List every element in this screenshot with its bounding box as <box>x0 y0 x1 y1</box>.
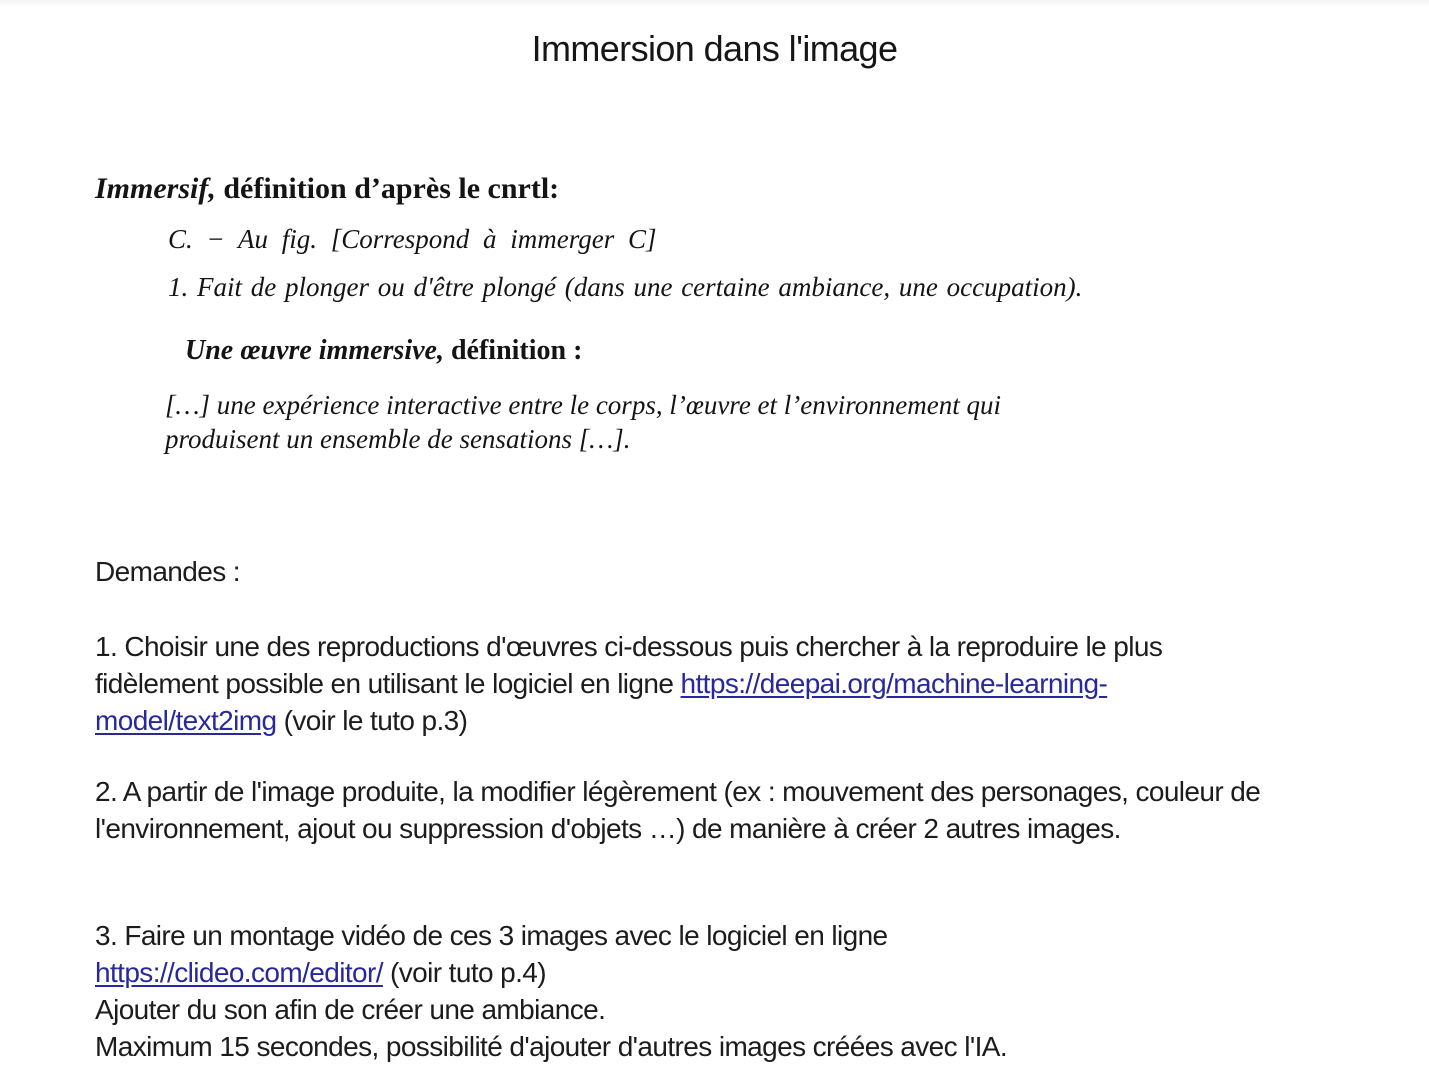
definition-heading-rest: définition d’après le cnrtl: <box>215 172 560 205</box>
definition-quote <box>165 388 1175 456</box>
definition-heading-term: Immersif, <box>95 172 216 205</box>
task-3-line-2 <box>95 954 1305 991</box>
task-item-3 <box>95 917 1305 1065</box>
definition-line-c: C. − Au fig. [Correspond à immerger C] <box>168 224 657 254</box>
definition-subheading-rest: définition : <box>443 335 583 366</box>
deepai-link[interactable]: https://deepai.org/machine-learning-model/text2img <box>95 668 1108 736</box>
task-3-link-after: (voir tuto p.4) <box>382 957 547 988</box>
definition-subheading-term: Une œuvre immersive, <box>185 335 444 366</box>
clideo-link[interactable]: https://clideo.com/editor/ <box>95 957 383 988</box>
definition-subheading <box>185 335 582 367</box>
definition-heading <box>95 172 559 206</box>
task-item-1 <box>95 628 1265 739</box>
task-item-2: 2. A partir de l'image produite, la modifier légèrement (ex : mouvement des personages, couleur de l'environnement, ajout ou suppression d'objets …) de manière à créer 2 autres images. <box>95 776 1261 844</box>
task-3-line-1: 3. Faire un montage vidéo de ces 3 images avec le logiciel en ligne <box>95 920 888 951</box>
tasks-heading: Demandes : <box>95 556 240 587</box>
task-1-text-after: (voir le tuto p.3) <box>276 705 468 736</box>
definition-line-1: 1. Fait de plonger ou d'être plongé (dans une certaine ambiance, une occupation). <box>168 272 1083 302</box>
page-top-edge <box>0 0 1429 6</box>
task-3-line-4: Maximum 15 secondes, possibilité d'ajouter d'autres images créées avec l'IA. <box>95 1031 1008 1062</box>
definition-quote-line-2: produisent un ensemble de sensations […]. <box>165 424 631 454</box>
definition-quote-line-1: […] une expérience interactive entre le corps, l’œuvre et l’environnement qui <box>165 390 1001 420</box>
task-1-text-before: 1. Choisir une des reproductions d'œuvres ci-dessous puis chercher à la reproduire le plus fidèlement possible en utilisant le logiciel en ligne <box>95 631 1163 699</box>
page-title: Immersion dans l'image <box>531 28 898 69</box>
task-3-line-3: Ajouter du son afin de créer une ambiance. <box>95 994 606 1025</box>
